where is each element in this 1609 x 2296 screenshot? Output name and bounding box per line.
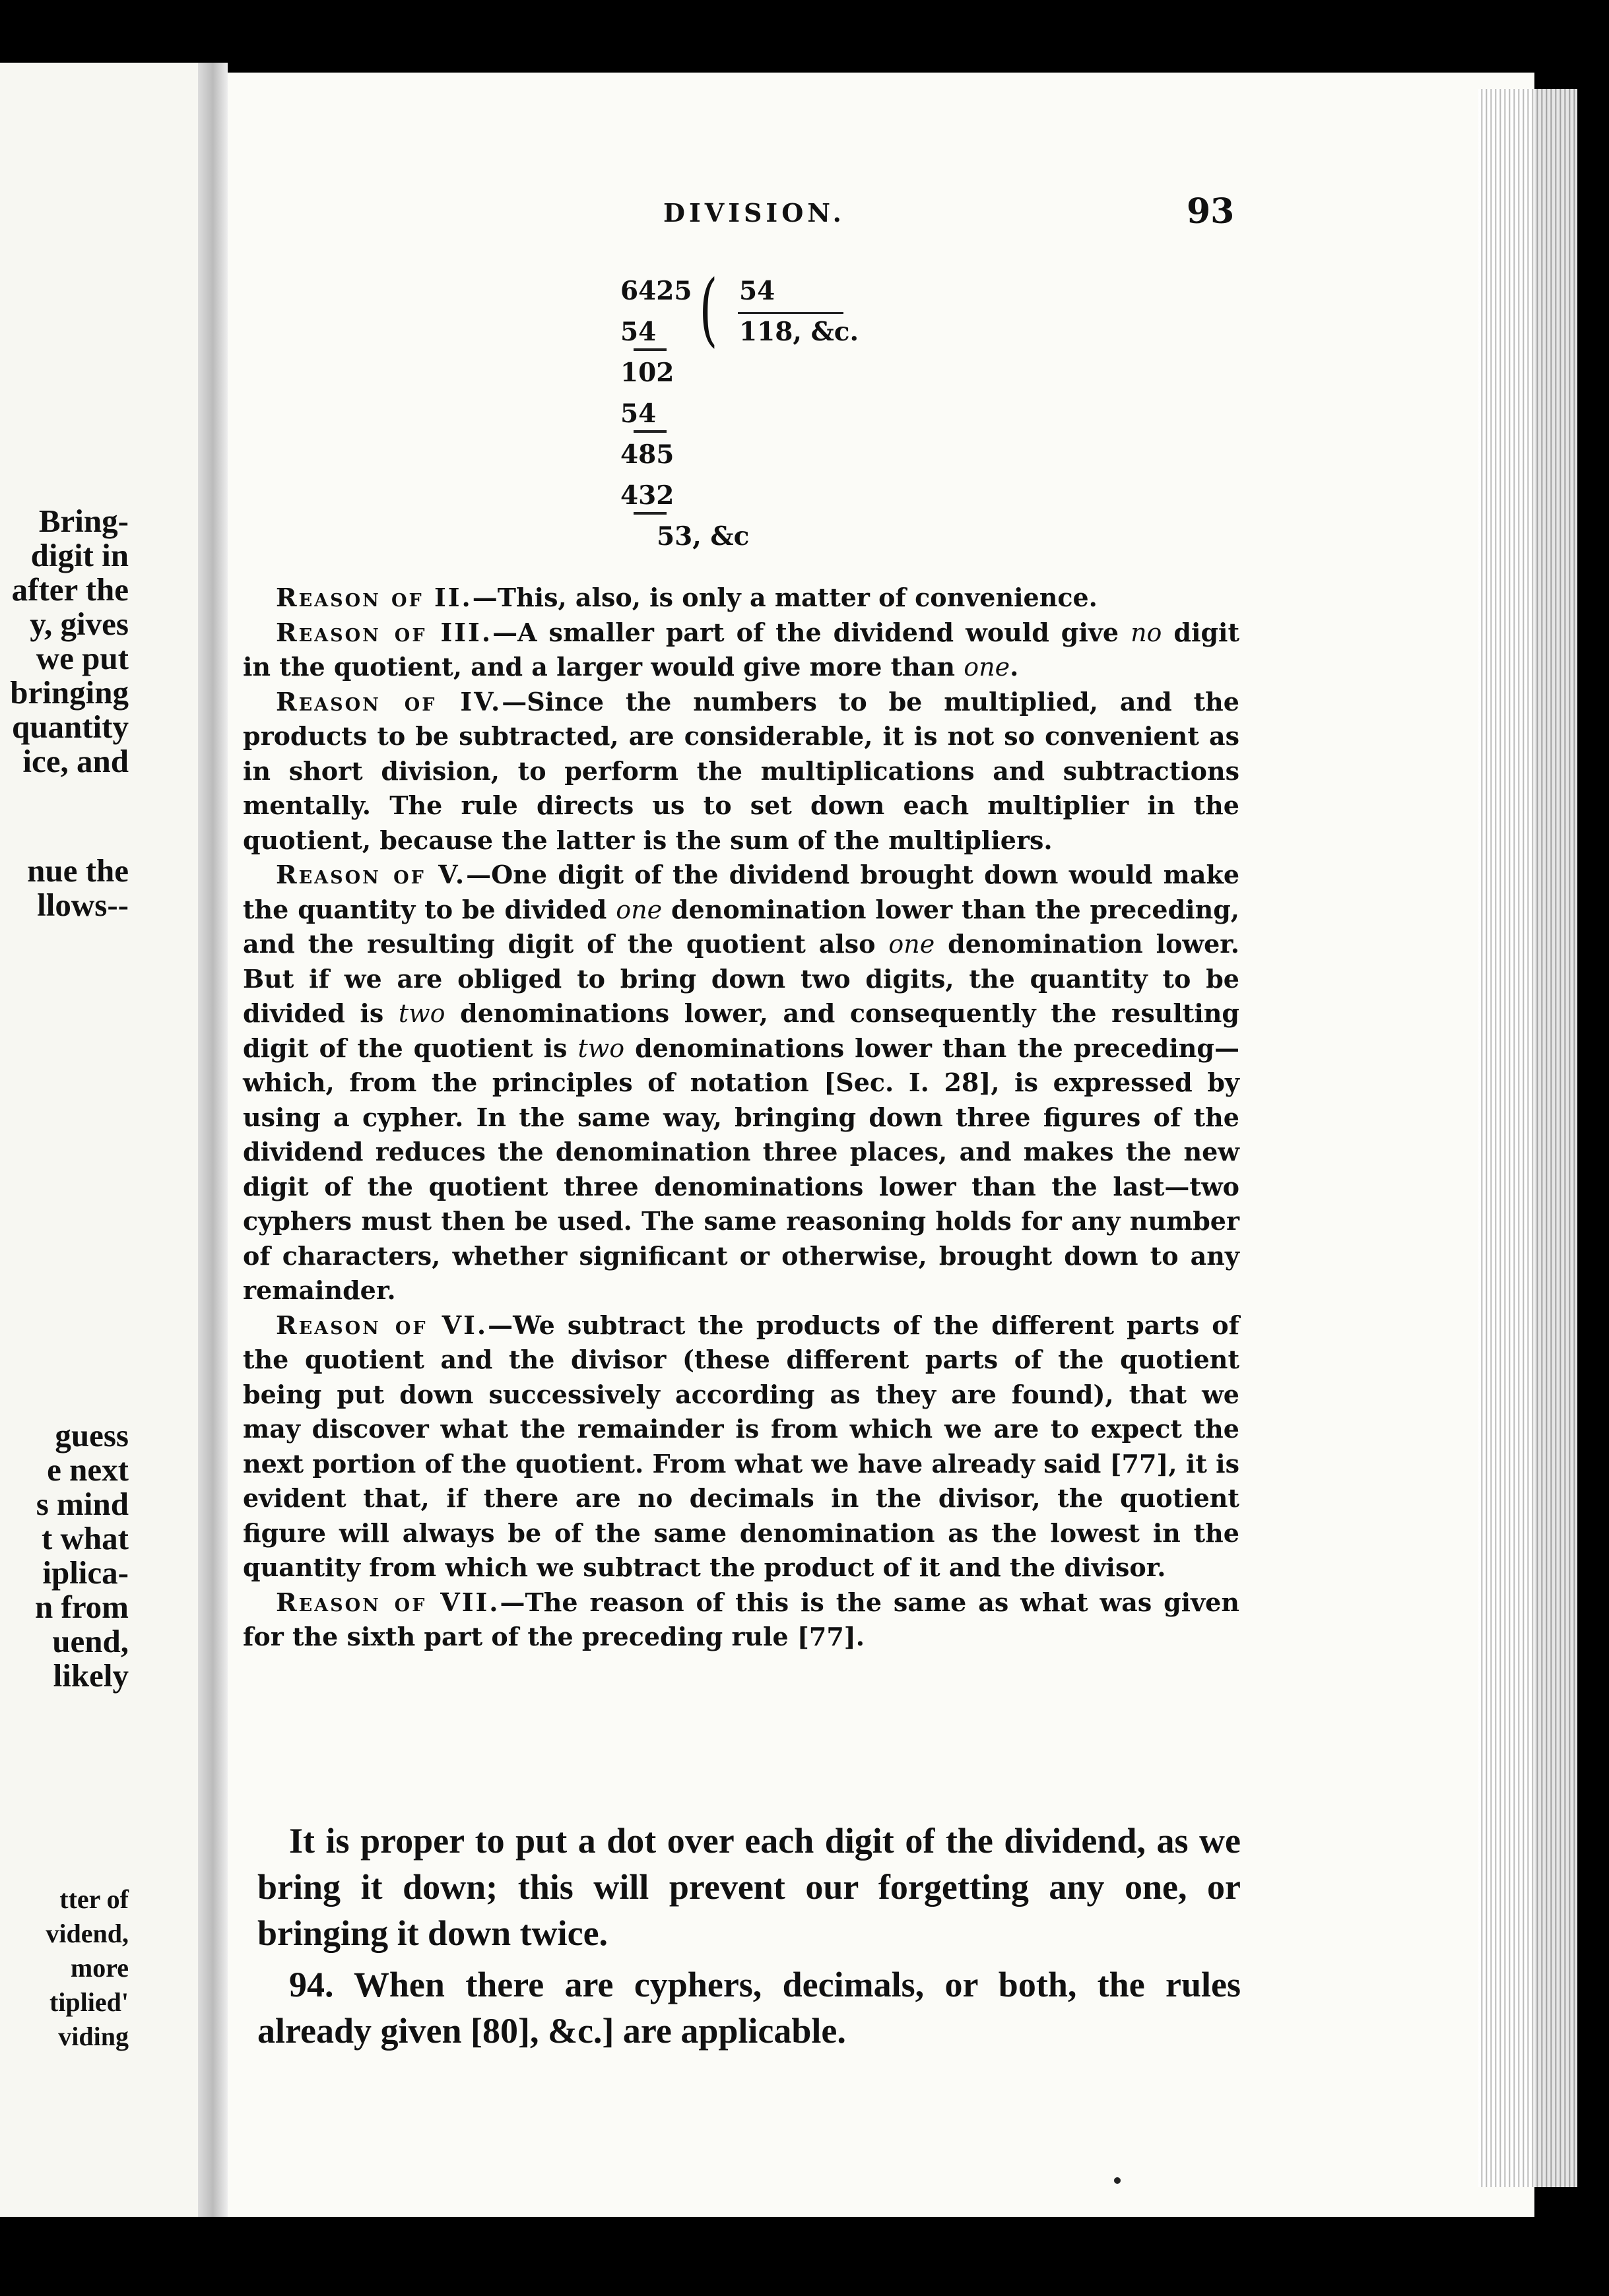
division-rule <box>634 430 667 433</box>
left-fragment: e next <box>47 1451 129 1488</box>
reason-paragraph: Reason of V.—One digit of the dividend brought down would make the quantity to be divided one denomination lower than the preceding, and the resulting digit of the quotient also one denomination lower. But if we are obliged to bring down two digits, the quantity to be divided is two denominations lower, and consequently the resulting digit of the quotient is two denominations lower than the preceding—which, from the principles of notation [Sec. I. 28], is expressed by using a cypher. In the same way, bringing down three figures of the dividend reduces the denomination three places, and makes the new digit of the quotient three denominations lower than the last—two cyphers must then be used. The same reasoning holds for any number of characters, whether significant or otherwise, brought down to any remainder. <box>243 860 1240 1305</box>
left-fragment: after the <box>11 571 129 608</box>
reasons-section <box>243 581 1239 1655</box>
book-gutter <box>198 63 228 2217</box>
left-fragment: viding <box>58 2022 129 2051</box>
left-fragment: quantity <box>11 709 129 745</box>
reason-heading: Reason of VII. <box>276 1587 500 1617</box>
division-line: 54 <box>620 317 657 347</box>
left-fragment: bringing <box>10 674 129 711</box>
closing-section <box>257 1818 1241 2059</box>
left-fragment: digit in <box>30 537 129 573</box>
left-fragment: guess <box>55 1417 129 1453</box>
running-head: DIVISION. <box>663 198 845 228</box>
reason-paragraph: Reason of IV.—Since the numbers to be multiplied, and the products to be subtracted, are considerable, it is not so convenient as in short division, to perform the multiplications and subtractions mentally. The rule directs us to set down each multiplier in the quotient, because the latter is the sum of the multipliers. <box>243 686 1239 855</box>
reason-paragraph: Reason of III.—A smaller part of the dividend would give no digit in the quotient, and a larger would give more than one. <box>243 617 1240 682</box>
left-fragment: nue the <box>27 852 129 889</box>
page-edges <box>1478 89 1577 2187</box>
left-fragment: ice, and <box>22 743 129 779</box>
left-fragment: tiplied' <box>49 1987 129 2017</box>
divisor: 54 <box>739 276 775 306</box>
reason-paragraph: Reason of VII.—The reason of this is the same as what was given for the sixth part of the preceding rule [77]. <box>243 1587 1239 1651</box>
page-number: 93 <box>1187 191 1235 232</box>
section-94-paragraph: 94. When there are cyphers, decimals, or both, the rules already given [80], &c.] are applicable. <box>257 1965 1241 2051</box>
quotient-rule <box>738 312 843 314</box>
dot-note-paragraph: It is proper to put a dot over each digit of the dividend, as we bring it down; this will prevent our forgetting any one, or bringing it down twice. <box>257 1821 1241 1953</box>
left-fragment: y, gives <box>30 606 129 642</box>
division-bracket: ( <box>699 264 718 356</box>
left-page-fragment <box>0 63 198 2217</box>
left-fragment: n from <box>35 1589 129 1625</box>
reason-heading: Reason of II. <box>276 583 473 612</box>
print-mark <box>1114 2177 1121 2184</box>
division-line: 485 <box>620 439 674 470</box>
division-line: 54 <box>620 399 657 429</box>
division-line: 432 <box>620 480 674 511</box>
reason-heading: Reason of VI. <box>276 1310 488 1340</box>
left-fragment: more <box>70 1953 129 1983</box>
division-line: 102 <box>620 358 674 388</box>
left-fragment: we put <box>36 640 129 676</box>
reason-paragraph: Reason of VI.—We subtract the products of the different parts of the quotient and the divisor (these different parts of the quotient being put down successively according as they are found), that we may discover what the remainder is from which we are to expect the next portion of the quotient. From what we have already said [77], it is evident that, if there are no decimals in the divisor, the quotient figure will always be of the same denomination as the lowest in the quantity from which we subtract the product of it and the divisor. <box>243 1310 1239 1582</box>
left-fragment: s mind <box>36 1486 129 1522</box>
reason-paragraph: Reason of II.—This, also, is only a matter of convenience. <box>276 583 1098 612</box>
left-fragment: tter of <box>59 1884 129 1914</box>
left-fragment: uend, <box>52 1623 129 1659</box>
division-remainder: 53, &c <box>657 521 750 552</box>
left-fragment: vidend, <box>46 1919 129 1948</box>
left-fragment: Bring- <box>38 503 129 539</box>
division-line: 6425 <box>620 276 692 306</box>
quotient: 118, &c. <box>739 317 859 347</box>
left-fragment: likely <box>53 1657 129 1694</box>
left-fragment: t what <box>41 1520 129 1556</box>
left-fragment: llows-- <box>37 887 129 923</box>
reason-heading: Reason of III. <box>276 617 493 647</box>
left-fragment: iplica- <box>42 1554 129 1591</box>
long-division <box>620 264 750 557</box>
reason-heading: Reason of V. <box>276 860 467 889</box>
reason-heading: Reason of IV. <box>276 686 502 717</box>
division-rule <box>634 348 667 351</box>
division-rule <box>634 512 667 515</box>
divisor-quotient <box>739 271 859 352</box>
